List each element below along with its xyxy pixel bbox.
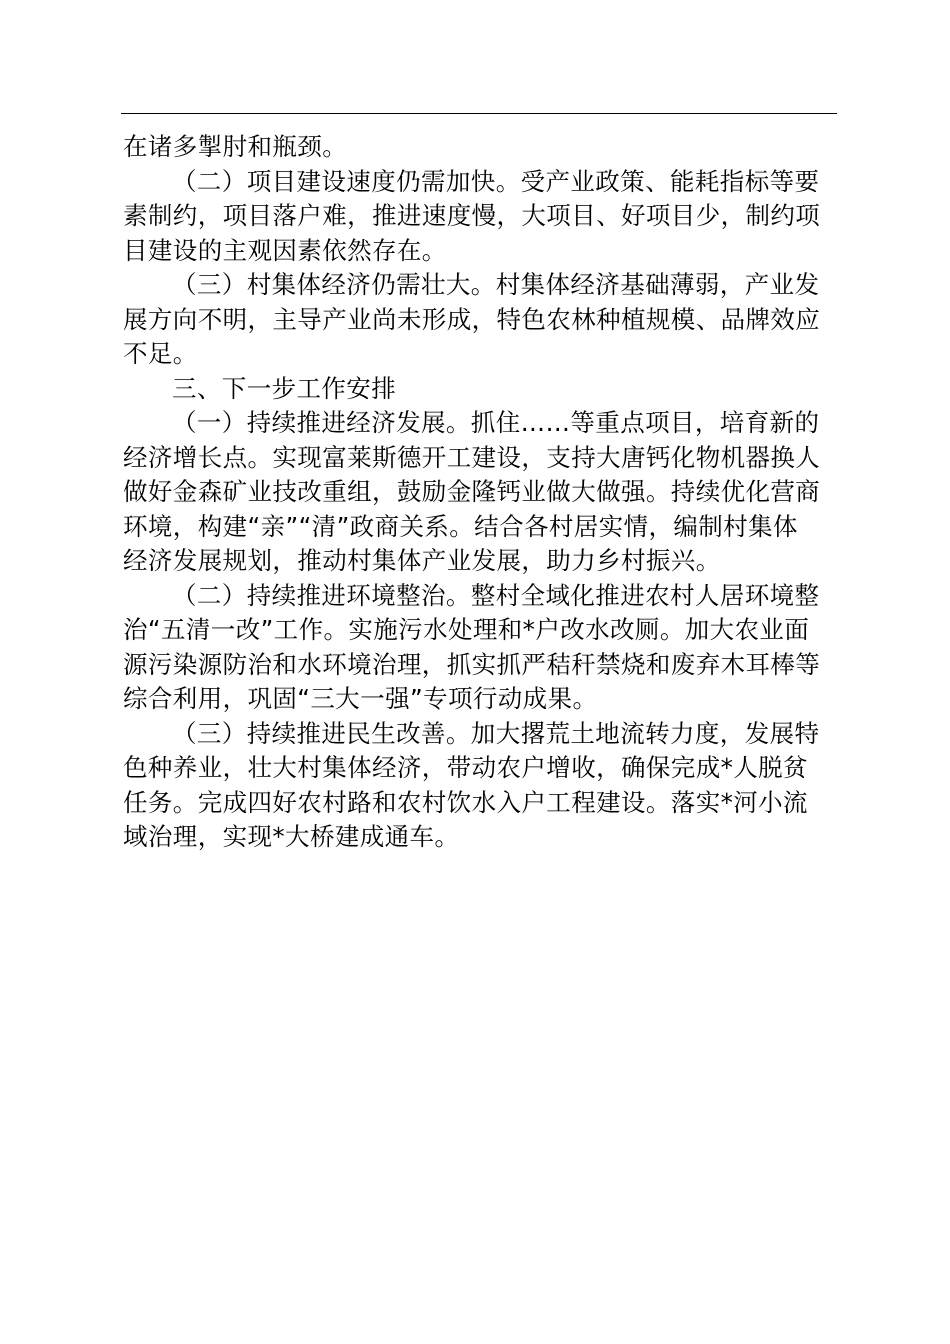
text-line: 不足。 bbox=[123, 339, 198, 368]
header-rule bbox=[121, 113, 837, 114]
text-line: 素制约，项目落户难，推进速度慢，大项目、好项目少，制约项 bbox=[123, 201, 821, 230]
text-line: （三）村集体经济仍需壮大。村集体经济基础薄弱，产业发 bbox=[172, 270, 820, 299]
text-line: 经济发展规划，推动村集体产业发展，助力乡村振兴。 bbox=[123, 546, 721, 575]
text-line: （一）持续推进经济发展。抓住……等重点项目，培育新的 bbox=[172, 408, 820, 437]
text-line: 目建设的主观因素依然存在。 bbox=[123, 235, 447, 265]
text-line: 治“五清一改”工作。实施污水处理和*户改水改厕。加大农业面 bbox=[123, 615, 810, 644]
text-line: 在诸多掣肘和瓶颈。 bbox=[123, 132, 348, 161]
text-line: 三、下一步工作安排 bbox=[172, 373, 397, 403]
document-body bbox=[123, 130, 843, 855]
text-line: 综合利用，巩固“三大一强”专项行动成果。 bbox=[123, 684, 598, 713]
text-line: 展方向不明，主导产业尚未形成，特色农林种植规模、品牌效应 bbox=[123, 304, 821, 334]
text-line: （二）持续推进环境整治。整村全域化推进农村人居环境整 bbox=[172, 580, 820, 610]
text-line: 域治理，实现*大桥建成通车。 bbox=[123, 822, 460, 851]
text-line: 任务。完成四好农村路和农村饮水入户工程建设。落实*河小流 bbox=[123, 787, 808, 817]
text-line: 做好金森矿业技改重组，鼓励金隆钙业做大做强。持续优化营商 bbox=[123, 477, 821, 506]
text-line: （三）持续推进民生改善。加大撂荒土地流转力度，发展特 bbox=[172, 718, 820, 748]
text-line: 经济增长点。实现富莱斯德开工建设，支持大唐钙化物机器换人 bbox=[123, 442, 821, 472]
text-line: 环境，构建“亲”“清”政商关系。结合各村居实情，编制村集体 bbox=[123, 511, 798, 541]
text-line: 源污染源防治和水环境治理，抓实抓严秸秆禁烧和废弃木耳棒等 bbox=[123, 649, 821, 679]
text-line: 色种养业，壮大村集体经济，带动农户增收，确保完成*人脱贫 bbox=[123, 753, 808, 782]
text-line: （二）项目建设速度仍需加快。受产业政策、能耗指标等要 bbox=[172, 166, 820, 196]
